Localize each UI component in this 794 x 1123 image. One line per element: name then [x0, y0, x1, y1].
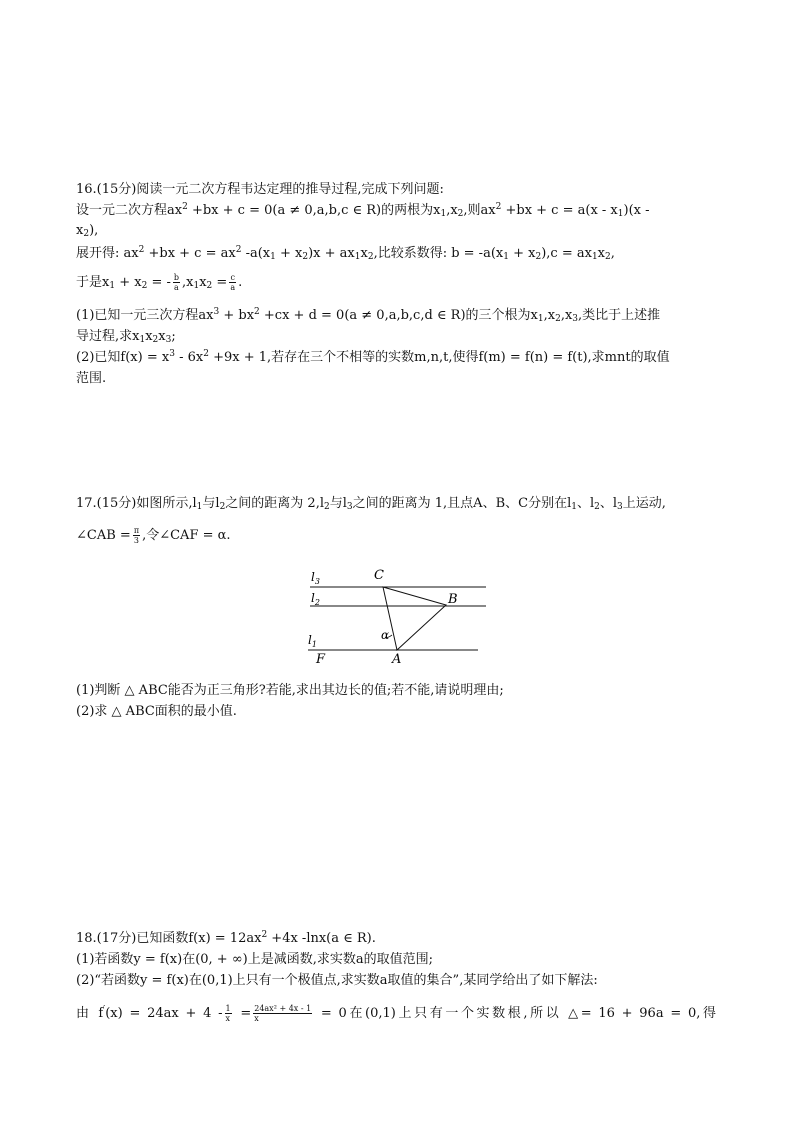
fraction-b-over-a: $\frac{b}{a}$: [173, 273, 179, 292]
q16-setup-line-2: $x_2$),: [76, 223, 99, 239]
q17-part2: (2)求 △ ABC面积的最小值.: [76, 704, 237, 719]
q16-part2-line-2: 范围.: [76, 371, 107, 386]
fraction-pi-over-3: $\frac{\pi}{3}$: [133, 526, 140, 545]
label-l3: $l_3$: [311, 570, 320, 586]
q18-solution-line: 由 f′(x) = 24ax + 4 - $\frac{1}{x}$ = $\frac{\text{24ax² + 4x - 1}}{x}$ = 0在(0,1)上只有一个实数根,所以 △= 16 + 96a = 0,得: [76, 1004, 716, 1023]
q16-expand-line: 展开得: $ax^2 +bx + c = ax^2$ $-a(x_1 + x_2)x + ax_1x_2$,比较系数得: $b = -a(x_1 + x_2),c = ax_1x_2$,: [76, 245, 615, 262]
q16-vieta-result: 于是$x_1 + x_2$ = - $\frac{b}{a}$ $,x_1x_2$ = $\frac{c}{a}$ .: [76, 273, 243, 292]
q16-part1-line: (1)已知一元三次方程$ax^3 + bx^2 +cx + d = 0(a \ne 0,a,b,c,d$ ∈ R)的三个根为$x_1,x_2,x_3$,类比于上述推: [76, 307, 661, 324]
label-a: A: [392, 652, 402, 667]
fraction-c-over-a: $\frac{c}{a}$: [230, 273, 236, 292]
q18-part2: (2)“若函数y = f(x)在(0,1)上只有一个极值点,求实数a取值的集合”,某同学给出了如下解法:: [76, 973, 598, 988]
q18-part1: (1)若函数y = f(x)在(0, + ∞)上是减函数,求实数a的取值范围;: [76, 952, 433, 967]
q17-angle-line: ∠CAB = $\frac{\pi}{3}$ ,令∠CAF = α.: [76, 526, 231, 545]
fraction-1-over-x: $\frac{1}{x}$: [225, 1004, 231, 1023]
parallel-lines-triangle-figure: [300, 562, 495, 668]
label-b: B: [448, 592, 458, 607]
q16-part2-line: (2)已知$f(x) = x^3 - 6x^2 +9x + 1$,若存在三个不相等的实数m,n,t,使得f(m) = f(n) = f(t),求mnt的取值: [76, 349, 670, 365]
q16-part1-line-2: 导过程,求$x_1x_2x_3$;: [76, 329, 176, 345]
label-l1: $l_1$: [308, 633, 317, 649]
label-l2: $l_2$: [311, 591, 320, 607]
fraction-derivative: $\frac{\text{24ax² + 4x - 1}}{x}$: [254, 1004, 312, 1023]
q17-title: 17.(15分)如图所示$,l_1$与$l_2$之间的距离为 $2,l_2$与$l_3$之间的距离为 1,且点A、B、C分别在$l_1$、$l_2$、$l_3$上运动,: [76, 496, 666, 512]
label-alpha: α: [381, 628, 390, 642]
triangle-abc: [383, 587, 446, 650]
label-f: F: [316, 652, 326, 667]
q18-title: 18.(17分)已知函数$f(x) = 12ax^2 +4x$ -lnx(a ∈ R).: [76, 930, 376, 946]
q16-title: 16.(15分)阅读一元二次方程韦达定理的推导过程,完成下列问题:: [76, 182, 444, 197]
label-c: C: [374, 568, 384, 583]
q16-setup-line: 设一元二次方程$ax^2 +bx + c = 0(a \ne 0,a,b,c$ ∈ R)的两根为$x_1,x_2$,则$ax^2 +bx + c = a(x - x_1)(x$ -: [76, 202, 650, 219]
q17-part1: (1)判断 △ ABC能否为正三角形?若能,求出其边长的值;若不能,请说明理由;: [76, 683, 504, 698]
